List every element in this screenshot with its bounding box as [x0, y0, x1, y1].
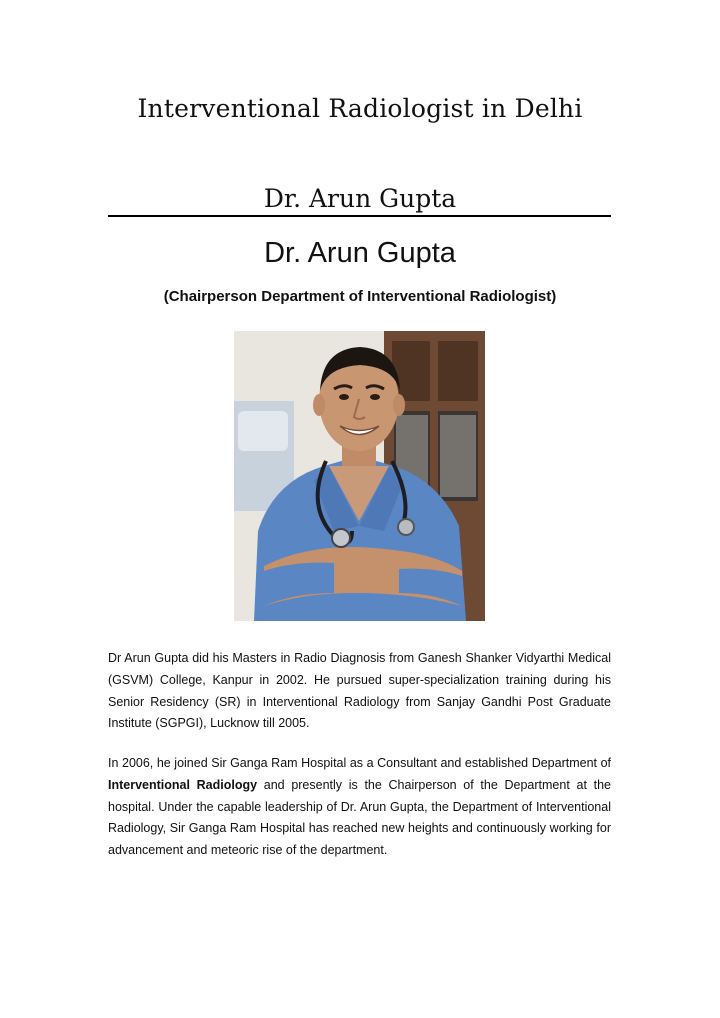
page-title: Interventional Radiologist in Delhi [137, 94, 583, 123]
doctor-role: (Chairperson Department of Interventional Radiologist) [163, 288, 557, 305]
page-subtitle: Dr. Arun Gupta [263, 184, 457, 213]
bio-paragraph-2-end: and presently is the Chairperson of the Department at the hospital. Under the capable leadership of Dr. Arun Gupta, the Department of Interventional Radiology, Sir Ganga Ram Hospital has reached new heights and continuously working for advancement and meteoric rise of the department. [108, 777, 611, 858]
title-divider [108, 215, 611, 217]
doctor-photo [234, 331, 485, 621]
bio-paragraph-2 [108, 753, 611, 862]
interventional-radiology-emphasis: Interventional Radiology [108, 777, 258, 792]
doctor-name: Dr. Arun Gupta [264, 237, 456, 269]
bio-paragraph-2-start: In 2006, he joined Sir Ganga Ram Hospital as a Consultant and established Department of [108, 756, 611, 770]
bio-paragraph-1: Dr Arun Gupta did his Masters in Radio Diagnosis from Ganesh Shanker Vidyarthi Medical (GSVM) College, Kanpur in 2002. He pursued super-specialization training during his Senior Residency (SR) in Interventional Radiology from Sanjay Gandhi Post Graduate Institute (SGPGI), Lucknow till 2005. [108, 651, 611, 731]
